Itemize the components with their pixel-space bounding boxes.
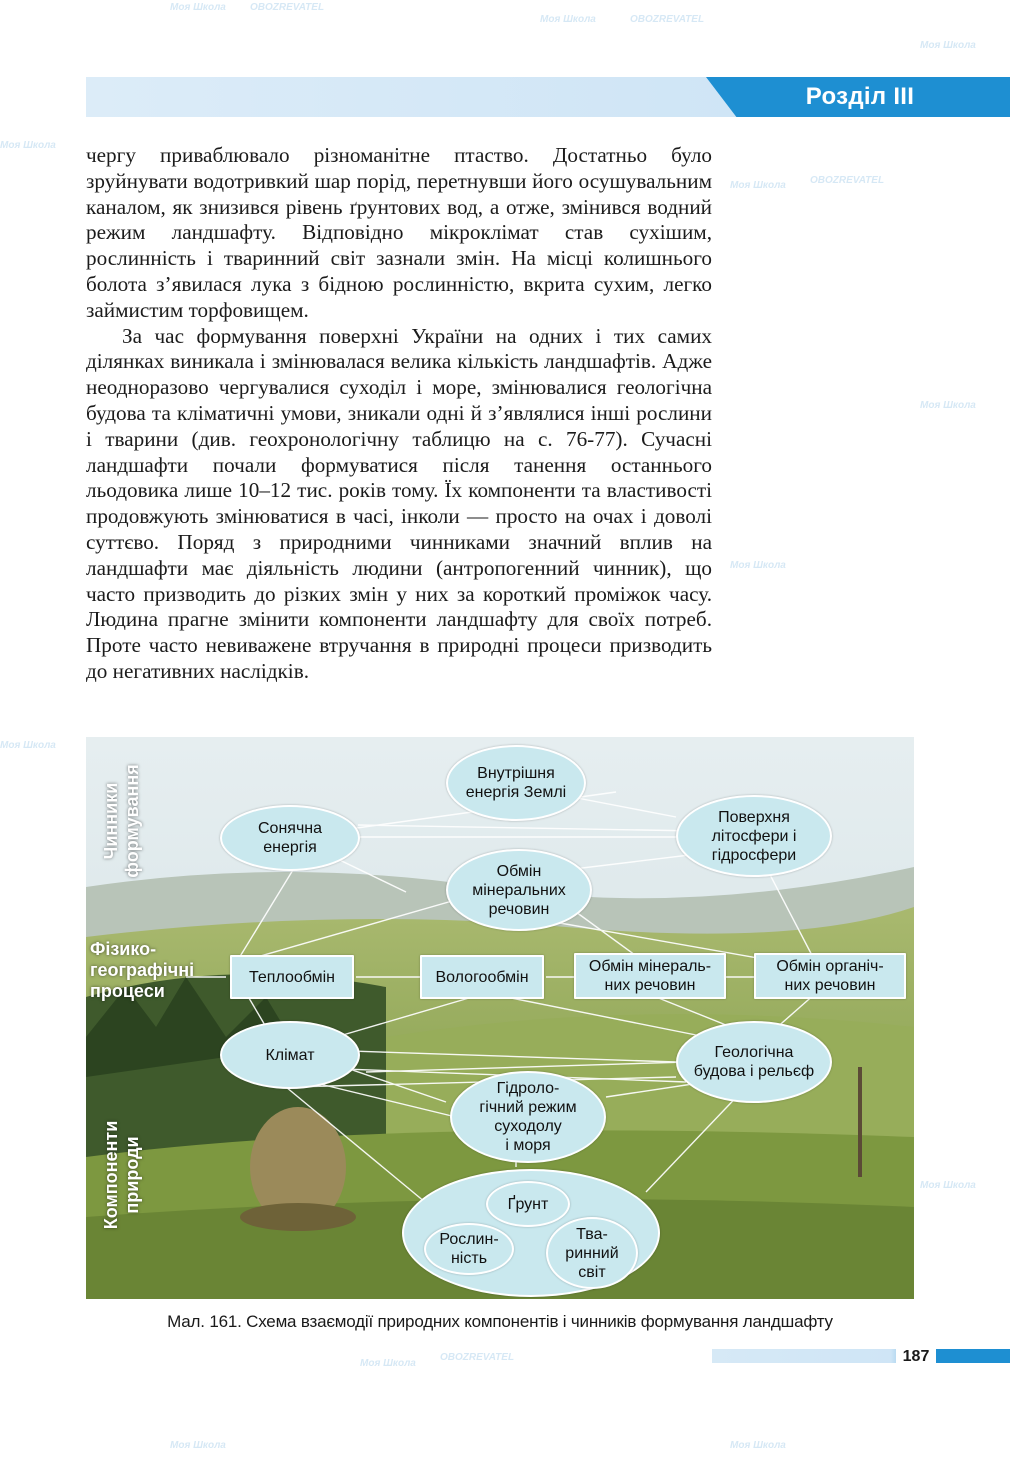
node-organic-exchange xyxy=(754,953,906,999)
watermark: Моя Школа xyxy=(0,740,56,751)
side-label-line: формування xyxy=(122,764,142,878)
watermark: Моя Школа xyxy=(170,2,226,13)
watermark: OBOZREVATEL xyxy=(250,2,325,13)
node-text: Вологообмін xyxy=(435,968,529,986)
node-text: них речовин xyxy=(784,977,876,994)
watermark: OBOZREVATEL xyxy=(630,14,705,25)
node-moisture-exchange xyxy=(420,955,544,999)
node-vegetation xyxy=(424,1223,514,1275)
watermark: Моя Школа xyxy=(730,560,786,571)
side-label-factors xyxy=(101,756,145,886)
node-climate xyxy=(220,1021,360,1089)
figure-caption: Мал. 161. Схема взаємодії природних компонентів і чинників формування ландшафту xyxy=(167,1312,833,1331)
watermark: Моя Школа xyxy=(920,1180,976,1191)
node-text: Гідроло- xyxy=(496,1080,560,1097)
node-text: енергія xyxy=(263,839,317,856)
node-text: суходолу xyxy=(494,1118,562,1135)
node-soil xyxy=(486,1181,570,1227)
side-label-line: природи xyxy=(122,1136,142,1214)
node-text: гічний режим xyxy=(479,1099,577,1116)
side-label-line: географічні xyxy=(90,960,195,980)
node-solar-energy xyxy=(220,805,360,871)
side-label-line: процеси xyxy=(90,981,165,1001)
node-text: Рослин- xyxy=(439,1231,499,1248)
node-hydrological-regime xyxy=(450,1071,606,1163)
node-text: Сонячна xyxy=(257,820,323,837)
body-text xyxy=(86,143,712,685)
watermark: Моя Школа xyxy=(540,14,596,25)
node-geology xyxy=(676,1021,832,1103)
node-text: Обмін xyxy=(496,862,542,880)
watermark: Моя Школа xyxy=(360,1358,416,1369)
watermark: OBOZREVATEL xyxy=(810,175,885,186)
node-text: ринний xyxy=(565,1244,619,1262)
side-label-processes xyxy=(90,939,210,1002)
watermark: OBOZREVATEL xyxy=(440,1352,515,1363)
side-label-components xyxy=(101,1110,145,1240)
section-title: Розділ III xyxy=(805,83,915,110)
side-label-line: Компоненти xyxy=(101,1120,121,1230)
side-label-line: Чинники xyxy=(101,782,121,860)
node-mineral-exchange-factor xyxy=(446,849,592,931)
node-text: Обмін органіч- xyxy=(776,958,884,975)
watermark: Моя Школа xyxy=(920,400,976,411)
node-text: енергія Землі xyxy=(465,784,567,801)
node-text: Ґрунт xyxy=(507,1195,549,1213)
node-text: будова і рельєф xyxy=(693,1063,815,1080)
node-text: Геологічна xyxy=(714,1044,794,1061)
node-text: Обмін мінераль- xyxy=(588,958,712,975)
node-text: літосфери і xyxy=(711,827,797,845)
watermark: Моя Школа xyxy=(0,140,56,151)
page-number: 187 xyxy=(896,1346,936,1368)
watermark: Моя Школа xyxy=(920,40,976,51)
node-surface xyxy=(676,795,832,877)
node-text: Тва- xyxy=(576,1225,608,1243)
node-text: ність xyxy=(450,1250,488,1267)
node-heat-exchange xyxy=(230,955,354,999)
node-text: речовин xyxy=(488,900,550,918)
node-animals xyxy=(546,1217,638,1289)
node-text: і моря xyxy=(505,1137,551,1154)
node-text: мінеральних xyxy=(472,881,566,899)
node-text: Клімат xyxy=(265,1046,315,1064)
side-label-line: Фізико- xyxy=(90,939,157,959)
node-text: гідросфери xyxy=(711,846,797,864)
node-inner-energy xyxy=(446,745,586,821)
node-mineral-exchange xyxy=(574,953,726,999)
paragraph: За час формування поверхні України на одних і тих самих ділянках виникала і змінювалася велика кількість ландшафтів. Адже неодноразово чергувалися суходіл і море, змінювалися геологічна будова та кліматичні умови, зникали одні й з’являлися інші рослини і тварини (див. геохронологічну таблицю на с. 76-77). Сучасні ландшафти почали формуватися після танення останнього льодовика лише 10–12 тис. років тому. Їх компоненти та властивості продовжують змінюватися в часі, інколи — просто на очах і доволі суттєво. Поряд з природними чинниками значний вплив на ландшафти має діяльність людини (антропогенний чинник), що часто призводить до різких змін у них за короткий проміжок часу. Людина прагне змінити компоненти ландшафту для своїх потреб. Проте часто невиважене втручання в природні процеси призводить до негативних наслідків. xyxy=(86,323,712,683)
watermark: Моя Школа xyxy=(730,180,786,191)
watermark: Моя Школа xyxy=(170,1440,226,1451)
node-text: світ xyxy=(578,1263,606,1281)
footer-band xyxy=(712,1349,1010,1363)
landscape-diagram xyxy=(86,737,914,1299)
paragraph: чергу приваблювало різноманітне птаство. Достатньо було зруйнувати водотривкий шар порід, перетнувши його осушувальним каналом, як знизився рівень ґрунтових вод, а отже, змінився водний режим ландшафту. Відповідно мікроклімат став сухішим, рослинність і тваринний світ зазнали змін. На місці колишнього болота з’явилася лука з бідною рослинністю, вкрита сухим, легко займистим торфовищем. xyxy=(86,143,712,322)
node-text: Внутрішня xyxy=(477,765,555,782)
node-text: Теплообмін xyxy=(249,968,335,986)
node-text: Поверхня xyxy=(718,808,790,826)
node-text: них речовин xyxy=(604,977,696,994)
watermark: Моя Школа xyxy=(730,1440,786,1451)
